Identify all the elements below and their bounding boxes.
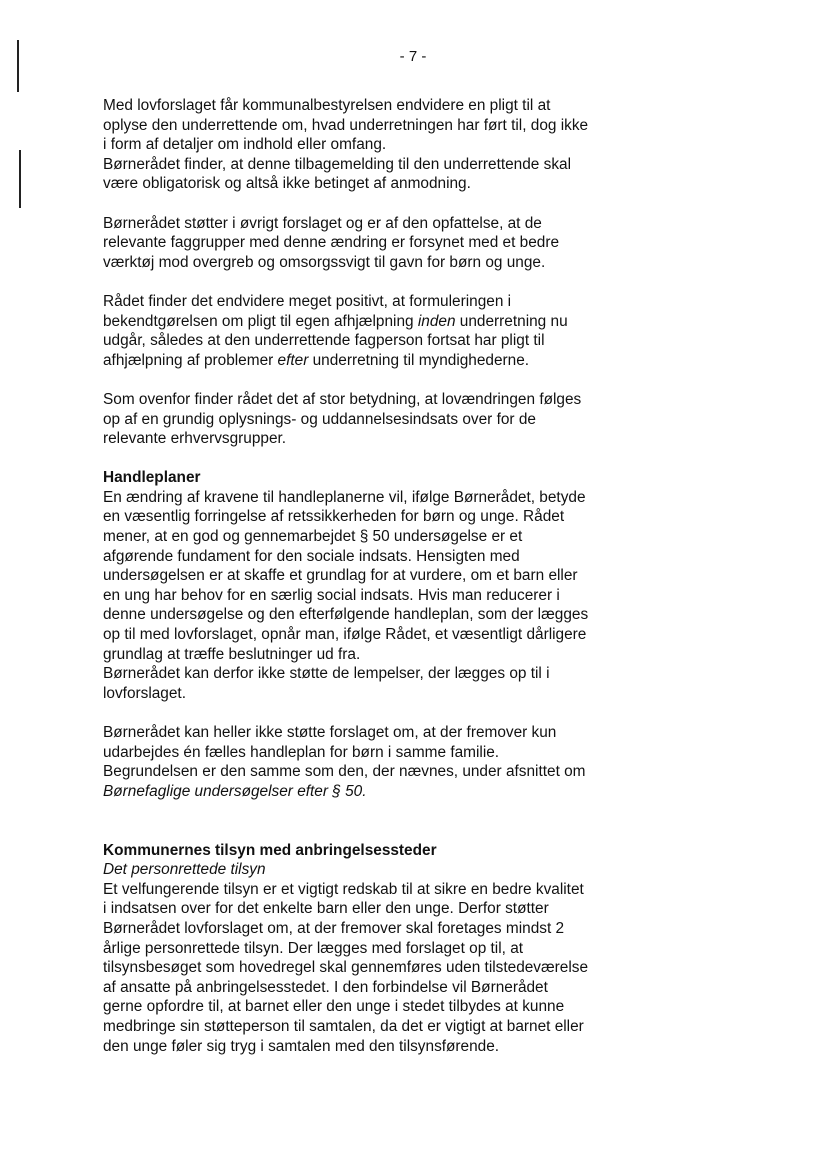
emphasis-reference: Børnefaglige undersøgelser efter § 50.: [103, 782, 367, 800]
text-line: relevante faggrupper med denne ændring er forsynet med et bedre: [103, 234, 560, 252]
text-line: undersøgelsen er at skaffe et grundlag for at vurdere, om et barn eller: [103, 567, 578, 585]
text-line: [103, 312, 643, 332]
text-line: udarbejdes én fælles handleplan for børn i samme familie.: [103, 743, 500, 761]
text-line: op til med lovforslaget, opnår man, ifølge Rådet, et væsentligt dårligere: [103, 626, 587, 644]
text-line: udgår, således at den underrettende fagperson fortsat har pligt til: [103, 332, 545, 350]
subheading-personrettede-tilsyn: Det personrettede tilsyn: [103, 861, 266, 879]
text-run: underretning nu: [455, 312, 568, 330]
text-line: medbringe sin støtteperson til samtalen, da det er vigtigt at barnet eller: [103, 1017, 584, 1035]
scan-margin-mark-bottom: [19, 150, 21, 208]
page-number: - 7 -: [399, 48, 427, 65]
text-line: tilsynsbesøget som hovedregel skal gennemføres uden tilstedeværelse: [103, 959, 589, 977]
text-line: en væsentlig forringelse af retssikkerheden for børn og unge. Rådet: [103, 508, 565, 526]
text-line: årlige personrettede tilsyn. Der lægges med forslaget op til, at: [103, 939, 524, 957]
text-line: i form af detaljer om indhold eller omfang.: [103, 136, 387, 154]
paragraph-education: [103, 390, 643, 449]
text-line: en ung har behov for en særlig social indsats. Hvis man reducerer i: [103, 586, 560, 604]
paragraph-feedback: [103, 96, 643, 194]
text-line: Børnerådet finder, at denne tilbagemelding til den underrettende skal: [103, 155, 572, 173]
paragraph-support: [103, 214, 643, 273]
section-tilsyn: [103, 841, 643, 1057]
paragraph-formulation: [103, 292, 643, 370]
text-line: Begrundelsen er den samme som den, der nævnes, under afsnittet om: [103, 763, 586, 781]
text-run: afhjælpning af problemer: [103, 351, 278, 369]
text-line: gerne opfordre til, at barnet eller den unge i stedet tilbydes at kunne: [103, 998, 565, 1016]
spacer: [103, 821, 643, 841]
emphasis-efter: efter: [277, 351, 309, 369]
text-line: af ansatte på anbringelsesstedet. I den forbindelse vil Børnerådet: [103, 978, 548, 996]
text-line: lovforslaget.: [103, 684, 186, 702]
section-handleplaner: [103, 468, 643, 703]
text-line: Børnerådet kan derfor ikke støtte de lempelser, der lægges op til i: [103, 665, 550, 683]
text-run: bekendtgørelsen om pligt til egen afhjælpning: [103, 312, 418, 330]
text-run: underretning til myndighederne.: [308, 351, 530, 369]
text-line: Børnerådet kan heller ikke støtte forslaget om, at der fremover kun: [103, 724, 557, 741]
text-line: denne undersøgelse og den efterfølgende handleplan, som der lægges: [103, 606, 589, 624]
emphasis-inden: inden: [417, 312, 456, 330]
text-line: være obligatorisk og altså ikke betinget af anmodning.: [103, 175, 471, 193]
text-line: Med lovforslaget får kommunalbestyrelsen endvidere en pligt til at: [103, 97, 551, 114]
text-line: relevante erhvervsgrupper.: [103, 430, 287, 448]
text-line: i indsatsen over for det enkelte barn eller den unge. Derfor støtter: [103, 900, 549, 918]
text-line: Et velfungerende tilsyn er et vigtigt redskab til at sikre en bedre kvalitet: [103, 880, 584, 898]
text-line: Børnerådet støtter i øvrigt forslaget og er af den opfattelse, at de: [103, 214, 542, 232]
section-heading-handleplaner: Handleplaner: [103, 469, 201, 487]
text-line: grundlag at træffe beslutninger ud fra.: [103, 645, 361, 663]
text-line: oplyse den underrettende om, hvad underretningen har ført til, dog ikke: [103, 116, 589, 134]
paragraph-common-plan: [103, 723, 643, 801]
text-line: [103, 351, 643, 371]
text-line: Som ovenfor finder rådet det af stor betydning, at lovændringen følges: [103, 390, 582, 408]
text-line: Børnerådet lovforslaget om, at der fremover skal foretages mindst 2: [103, 919, 565, 937]
text-line: afgørende fundament for den sociale indsats. Hensigten med: [103, 547, 520, 565]
text-line: mener, at en god og gennemarbejdet § 50 undersøgelse er et: [103, 528, 523, 546]
text-line: op af en grundig oplysnings- og uddannelsesindsats over for de: [103, 410, 536, 428]
text-line: En ændring af kravene til handleplanerne vil, ifølge Børnerådet, betyde: [103, 488, 586, 506]
text-line: den unge føler sig tryg i samtalen med den tilsynsførende.: [103, 1037, 500, 1055]
document-body: [103, 96, 643, 1076]
text-line: værktøj mod overgreb og omsorgssvigt til gavn for børn og unge.: [103, 253, 546, 271]
section-heading-tilsyn: Kommunernes tilsyn med anbringelsessteder: [103, 841, 437, 859]
text-line: Rådet finder det endvidere meget positivt, at formuleringen i: [103, 292, 512, 310]
text-line: [103, 782, 643, 802]
